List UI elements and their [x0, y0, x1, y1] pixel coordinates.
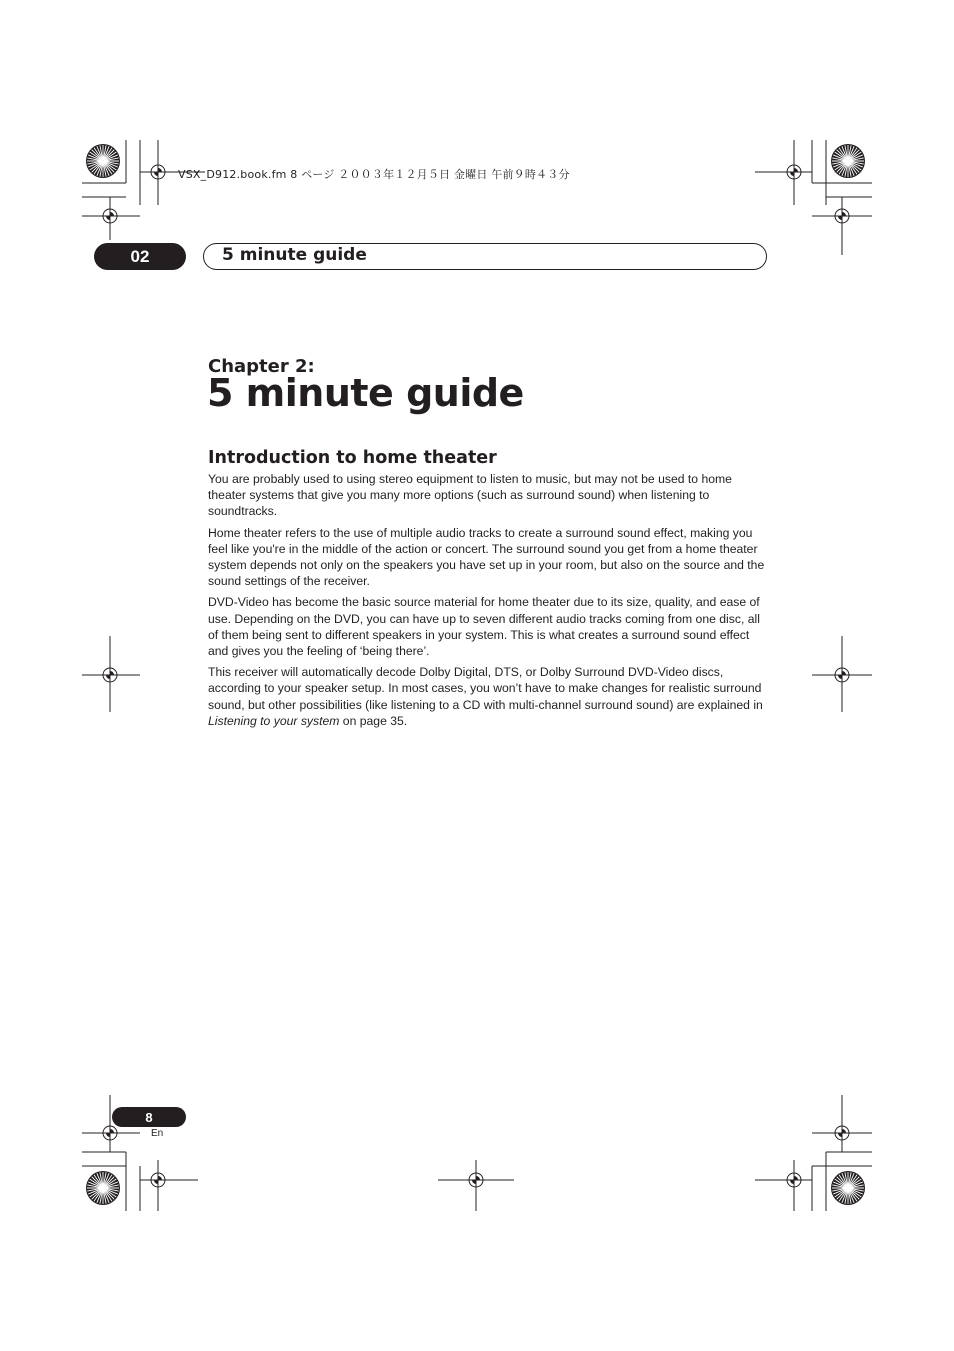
- paragraph-cross-reference: [208, 664, 768, 729]
- cross-reference-link[interactable]: Listening to your system: [208, 713, 340, 728]
- chapter-title: 5 minute guide: [207, 371, 524, 415]
- body-text: [208, 471, 768, 734]
- print-header: VSX_D912.book.fm 8 ページ ２００３年１２月５日 金曜日 午前９時４３分: [178, 168, 570, 181]
- paragraph: DVD-Video has become the basic source material for home theater due to its size, quality, and ease of use. Depending on the DVD, you can have up to seven different audio tracks coming from one disc, all of them being sent to different speakers in your system. This is what creates a surround sound effect and gives you the feeling of ‘being there’.: [208, 595, 760, 659]
- paragraph-text-end: on page 35.: [339, 713, 408, 728]
- chapter-label: Chapter 2:: [208, 356, 315, 377]
- paragraph: Home theater refers to the use of multiple audio tracks to create a surround sound effect, making you feel like you're in the middle of the action or concert. The surround sound you get from a home theater system depends not only on the speakers you have set up in your room, but also on the source and the sound settings of the receiver.: [208, 525, 765, 589]
- section-heading: Introduction to home theater: [208, 448, 497, 468]
- paragraph: You are probably used to using stereo equipment to listen to music, but may not be used to home theater systems that give you many more options (such as surround sound) when listening to soundtracks.: [208, 472, 732, 519]
- paragraph-text: This receiver will automatically decode Dolby Digital, DTS, or Dolby Surround DVD-Video discs, according to your speaker setup. In most cases, you won’t have to make changes for realistic surround sound, but other possibilities (like listening to a CD with multi-channel surround sound) are explained in: [208, 665, 763, 712]
- page-number: 8: [112, 1107, 186, 1127]
- chapter-number-tab: 02: [94, 243, 186, 270]
- page-language: En: [151, 1128, 164, 1139]
- running-header-title: 5 minute guide: [222, 245, 367, 265]
